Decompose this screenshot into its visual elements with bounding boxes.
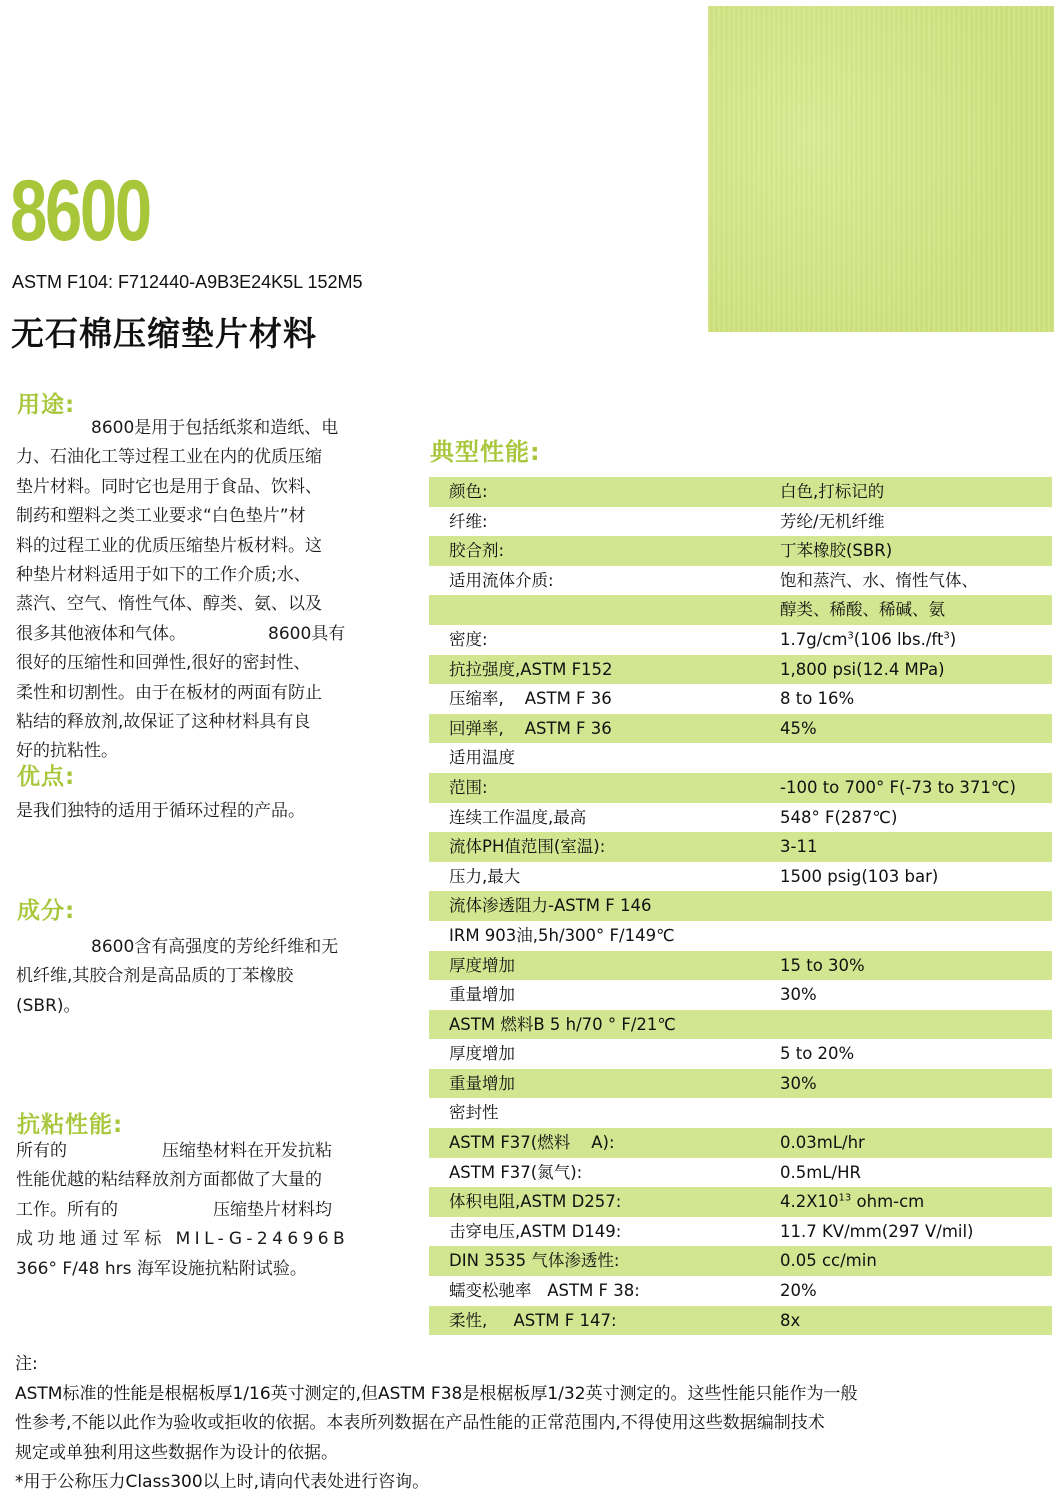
property-label: 密封性 — [449, 1103, 499, 1123]
property-value: $1.7g/cm^3(106$ $lbs./ft^3$) — [780, 629, 957, 649]
note-line: ASTM标准的性能是根椐板厚1/16英寸测定的,但ASTM F38是根椐板厚1/32英寸测定的。这些性能只能作为一般 — [15, 1383, 858, 1404]
usage-line: 很好的压缩性和回弹性,很好的密封性、 — [16, 653, 311, 674]
usage-line: 种垫片材料适用于如下的工作介质;水、 — [16, 565, 311, 586]
property-value: -100 to 700° F(-73 to 371℃) — [780, 777, 1016, 797]
property-row — [429, 743, 1052, 773]
property-label: 厚度增加 — [449, 955, 515, 975]
property-row — [429, 1246, 1052, 1276]
property-row — [429, 507, 1052, 537]
property-row — [429, 1187, 1052, 1217]
usage-line: 料的过程工业的优质压缩垫片板材料。这 — [16, 535, 322, 556]
anti-stick-heading: 抗粘性能: — [17, 1112, 124, 1138]
usage-paragraph — [16, 414, 386, 767]
property-label: 蠕变松驰率 ASTM F 38: — [449, 1281, 640, 1301]
property-value: 15 to 30% — [780, 955, 865, 975]
property-row — [429, 684, 1052, 714]
property-value: 饱和蒸汽、水、惰性气体、 — [780, 570, 978, 590]
property-value: 20% — [780, 1281, 817, 1301]
property-row — [429, 1128, 1052, 1158]
property-row — [429, 951, 1052, 981]
product-model-number: 8600 — [10, 163, 150, 259]
property-label: 流体PH值范围(室温): — [449, 837, 606, 857]
composition-heading: 成分: — [17, 898, 76, 924]
property-value: 1500 psig(103 bar) — [780, 866, 939, 886]
property-label: 回弹率, ASTM F 36 — [449, 718, 612, 738]
note-line: *用于公称压力Class300以上时,请向代表处进行咨询。 — [15, 1472, 430, 1492]
property-row — [429, 1158, 1052, 1188]
property-label: 适用温度 — [449, 748, 515, 768]
property-row — [429, 566, 1052, 596]
properties-table — [429, 477, 1052, 1335]
properties-heading: 典型性能: — [430, 438, 541, 466]
anti-stick-line: 性能优越的粘结释放剂方面都做了大量的 — [16, 1170, 322, 1191]
property-row — [429, 921, 1052, 951]
property-row — [429, 1098, 1052, 1128]
anti-stick-line: 工作。所有的 压缩垫片材料均 — [16, 1199, 332, 1220]
property-label: 压缩率, ASTM F 36 — [449, 689, 612, 709]
usage-line: 蒸汽、空气、惰性气体、醇类、氨、以及 — [16, 594, 322, 615]
property-value: 1,800 psi(12.4 MPa) — [780, 659, 945, 679]
property-value: 醇类、稀酸、稀碱、氨 — [780, 600, 945, 620]
property-row — [429, 536, 1052, 566]
property-label: ASTM 燃料B 5 h/70 ° F/21℃ — [449, 1014, 676, 1034]
property-label: 击穿电压,ASTM D149: — [449, 1221, 622, 1241]
property-value: 0.03mL/hr — [780, 1133, 865, 1153]
property-value: 30% — [780, 1073, 817, 1093]
anti-stick-line: 所有的 压缩垫材料在开发抗粘 — [16, 1141, 332, 1161]
advantages-text: 是我们独特的适用于循环过程的产品。 — [16, 801, 305, 821]
footnotes — [15, 1350, 1045, 1498]
property-label: 适用流体介质: — [449, 570, 554, 590]
property-row — [429, 625, 1052, 655]
usage-line: 8600是用于包括纸浆和造纸、电 — [91, 418, 339, 438]
property-row — [429, 1276, 1052, 1306]
property-label: 重量增加 — [449, 1073, 515, 1093]
property-row — [429, 803, 1052, 833]
composition-line: 机纤维,其胶合剂是高品质的丁苯橡胶 — [16, 966, 294, 987]
property-value: 0.05 cc/min — [780, 1251, 877, 1271]
property-value: 5 to 20% — [780, 1044, 855, 1064]
property-row — [429, 714, 1052, 744]
property-label: 颜色: — [449, 482, 488, 501]
property-label: ASTM F37(氮气): — [449, 1162, 583, 1182]
notes-heading: 注: — [15, 1354, 38, 1374]
property-row — [429, 1010, 1052, 1040]
property-value: $4.2X10^{13}$ ohm-cm — [780, 1192, 925, 1212]
property-value: 0.5mL/HR — [780, 1162, 861, 1182]
property-row — [429, 655, 1052, 685]
usage-heading: 用途: — [17, 392, 76, 418]
property-value: 45% — [780, 718, 817, 738]
property-row — [429, 980, 1052, 1010]
property-row — [429, 1069, 1052, 1099]
property-value: 8 to 16% — [780, 689, 855, 709]
property-value: 3-11 — [780, 837, 818, 857]
usage-line: 柔性和切割性。由于在板材的两面有防止 — [16, 682, 322, 703]
note-line: 规定或单独利用这些数据作为设计的依据。 — [15, 1442, 338, 1463]
property-value: 白色,打标记的 — [780, 482, 885, 501]
property-label: 流体渗透阻力-ASTM F 146 — [449, 896, 652, 916]
note-line: 性参考,不能以此作为验收或拒收的依据。本表所列数据在产品性能的正常范围内,不得使用这些数据编制技术 — [15, 1413, 825, 1433]
property-row — [429, 1217, 1052, 1247]
property-row — [429, 832, 1052, 862]
property-value: 丁苯橡胶(SBR) — [780, 541, 893, 561]
advantages-heading: 优点: — [17, 764, 76, 790]
property-label: 压力,最大 — [449, 866, 521, 886]
property-label: ASTM F37(燃料 A): — [449, 1133, 615, 1153]
property-label: 密度: — [449, 629, 488, 649]
anti-stick-paragraph — [16, 1137, 386, 1284]
property-row — [429, 477, 1052, 507]
anti-stick-line: 成功地通过军标 MIL-G-24696B — [16, 1229, 350, 1250]
property-value: 8x — [780, 1310, 801, 1330]
property-value: 11.7 KV/mm(297 V/mil) — [780, 1221, 974, 1241]
property-value: 548° F(287℃) — [780, 807, 898, 827]
usage-line: 垫片材料。同时它也是用于食品、饮料、 — [16, 476, 322, 497]
property-row — [429, 1306, 1052, 1336]
composition-line: (SBR)。 — [16, 995, 81, 1016]
page-title: 无石棉压缩垫片材料 — [11, 314, 317, 353]
property-row — [429, 891, 1052, 921]
composition-line: 8600含有高强度的芳纶纤维和无 — [91, 937, 339, 957]
property-label: DIN 3535 气体渗透性: — [449, 1251, 620, 1271]
property-row — [429, 862, 1052, 892]
usage-line: 力、石油化工等过程工业在内的优质压缩 — [16, 447, 322, 468]
property-label: 抗拉强度,ASTM F152 — [449, 659, 613, 679]
property-label: IRM 903油,5h/300° F/149℃ — [449, 925, 675, 945]
property-row — [429, 1039, 1052, 1069]
composition-paragraph — [16, 933, 386, 1021]
property-label: 范围: — [449, 777, 488, 797]
property-row — [429, 595, 1052, 625]
property-value: 芳纶/无机纤维 — [780, 511, 885, 531]
property-value: 30% — [780, 985, 817, 1005]
usage-line: 很多其他液体和气体。 8600具有 — [16, 623, 346, 644]
property-label: 柔性, ASTM F 147: — [449, 1310, 617, 1330]
material-swatch-image — [708, 6, 1054, 332]
anti-stick-line: 366° F/48 hrs 海军设施抗粘附试验。 — [16, 1258, 307, 1279]
property-label: 胶合剂: — [449, 541, 505, 561]
usage-line: 好的抗粘性。 — [16, 741, 118, 762]
usage-line: 粘结的释放剂,故保证了这种材料具有良 — [16, 712, 311, 733]
property-label: 厚度增加 — [449, 1044, 515, 1064]
property-label: 重量增加 — [449, 985, 515, 1005]
property-label: 连续工作温度,最高 — [449, 807, 587, 827]
astm-classification-code: ASTM F104: F712440-A9B3E24K5L 152M5 — [12, 272, 363, 292]
property-label: 体积电阻,ASTM D257: — [449, 1192, 622, 1212]
property-row — [429, 773, 1052, 803]
property-label: 纤维: — [449, 511, 488, 531]
usage-line: 制药和塑料之类工业要求“白色垫片”材 — [16, 506, 306, 527]
